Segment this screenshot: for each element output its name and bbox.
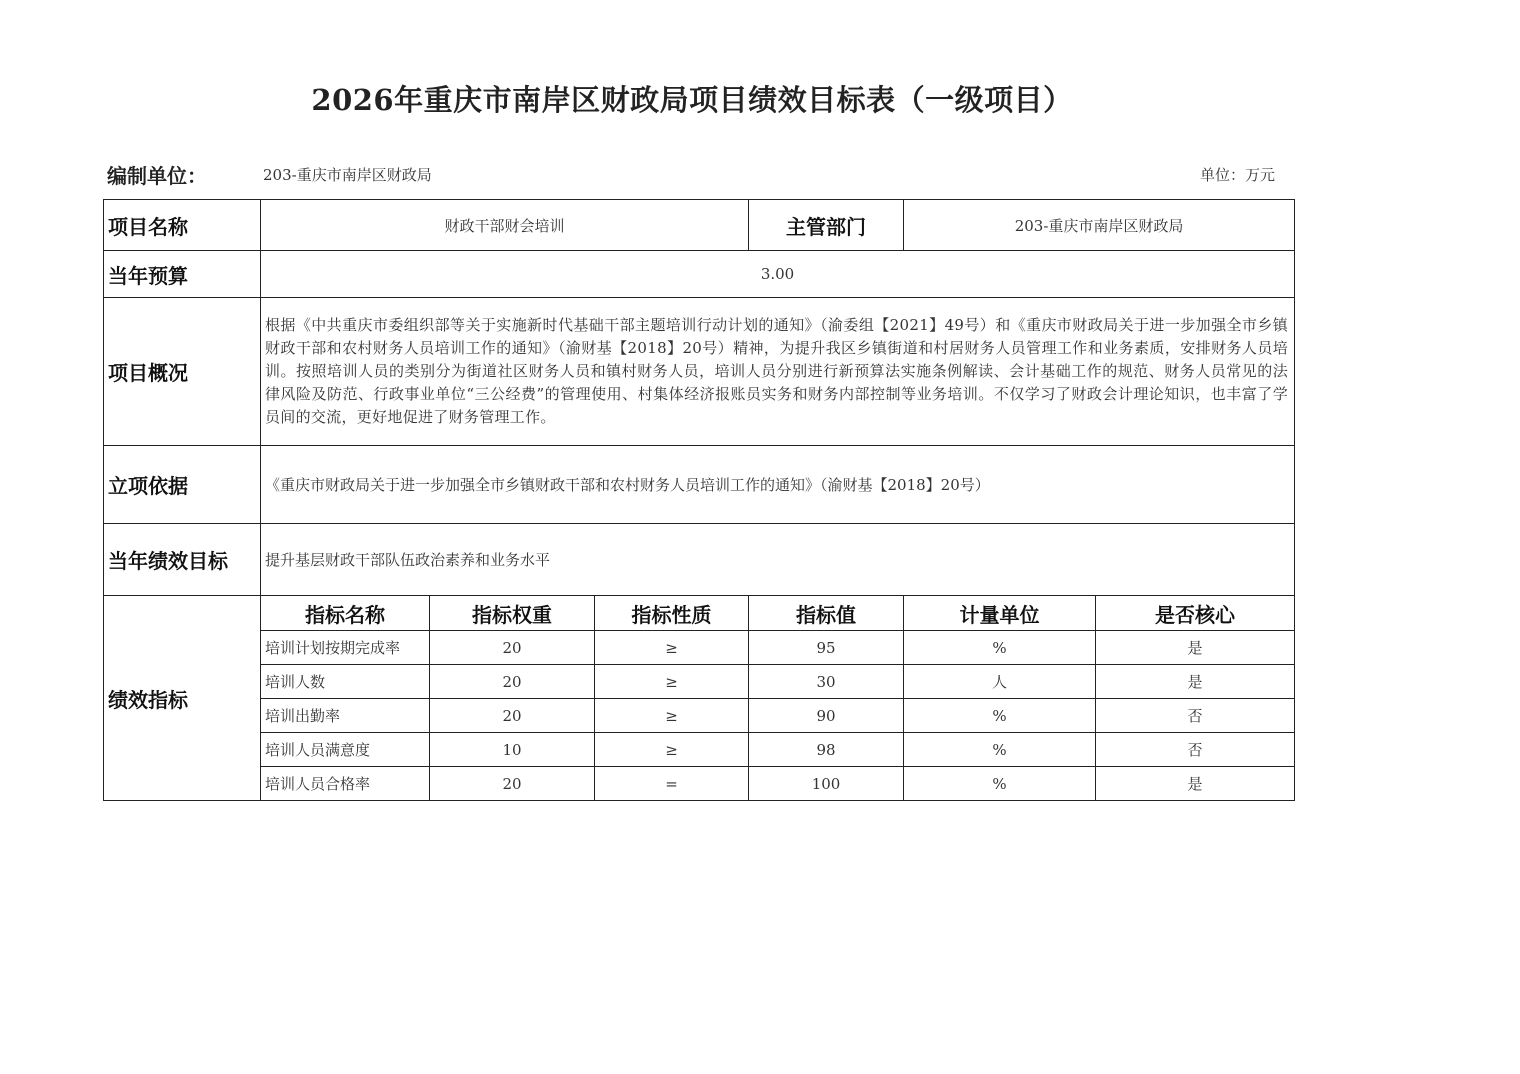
indicator-core: 是 <box>1096 665 1295 699</box>
indicator-unit: % <box>904 733 1096 767</box>
indicator-weight: 20 <box>430 767 595 801</box>
indicator-unit: % <box>904 699 1096 733</box>
indicator-weight: 10 <box>430 733 595 767</box>
indicator-unit: % <box>904 631 1096 665</box>
indicators-label: 绩效指标 <box>104 596 261 801</box>
indicator-unit: 人 <box>904 665 1096 699</box>
indicator-name: 培训人数 <box>261 665 430 699</box>
budget-label: 当年预算 <box>104 251 261 298</box>
indicator-value: 30 <box>749 665 904 699</box>
indicator-core: 是 <box>1096 631 1295 665</box>
indicator-name: 培训人员满意度 <box>261 733 430 767</box>
header-value: 指标值 <box>749 596 904 631</box>
table-row <box>104 699 1295 733</box>
overview-value: 根据《中共重庆市委组织部等关于实施新时代基础干部主题培训行动计划的通知》（渝委组【2021】49号）和《重庆市财政局关于进一步加强全市乡镇财政干部和农村财务人员培训工作的通知》（渝财基【2018】20号）精神，为提升我区乡镇街道和村居财务人员管理工作和业务素质，安排财务人员培训。按照培训人员的类别分为街道社区财务人员和镇村财务人员，培训人员分别进行新预算法实施条例解读、会计基础工作的规范、财务人员常见的法律风险及防范、行政事业单位“三公经费”的管理使用、村集体经济报账员实务和财务内部控制等业务培训。不仅学习了财政会计理论知识，也丰富了学员间的交流，更好地促进了财务管理工作。 <box>261 298 1295 446</box>
header-unit: 计量单位 <box>904 596 1096 631</box>
dept-value: 203-重庆市南岸区财政局 <box>904 200 1295 251</box>
header-nature: 指标性质 <box>595 596 749 631</box>
indicator-core: 否 <box>1096 733 1295 767</box>
project-name-label: 项目名称 <box>104 200 261 251</box>
indicator-nature: ≥ <box>595 699 749 733</box>
indicator-value: 98 <box>749 733 904 767</box>
unit-label: 编制单位： <box>107 164 207 188</box>
indicator-weight: 20 <box>430 631 595 665</box>
indicator-core: 是 <box>1096 767 1295 801</box>
goal-value: 提升基层财政干部队伍政治素养和业务水平 <box>261 524 1295 596</box>
overview-label: 项目概况 <box>104 298 261 446</box>
table-row <box>104 767 1295 801</box>
table-row <box>104 665 1295 699</box>
indicator-value: 90 <box>749 699 904 733</box>
header-core: 是否核心 <box>1096 596 1295 631</box>
basis-value: 《重庆市财政局关于进一步加强全市乡镇财政干部和农村财务人员培训工作的通知》（渝财基【2018】20号） <box>261 446 1295 524</box>
indicator-value: 95 <box>749 631 904 665</box>
indicator-nature: ≥ <box>595 631 749 665</box>
indicator-value: 100 <box>749 767 904 801</box>
header-weight: 指标权重 <box>430 596 595 631</box>
performance-table <box>103 199 1295 801</box>
dept-label: 主管部门 <box>749 200 904 251</box>
table-row <box>104 631 1295 665</box>
indicator-weight: 20 <box>430 699 595 733</box>
table-row <box>104 733 1295 767</box>
currency-label: 单位：万元 <box>1200 166 1276 184</box>
indicator-core: 否 <box>1096 699 1295 733</box>
basis-label: 立项依据 <box>104 446 261 524</box>
indicator-weight: 20 <box>430 665 595 699</box>
project-name-value: 财政干部财会培训 <box>261 200 749 251</box>
budget-value: 3.00 <box>261 251 1295 298</box>
indicator-unit: % <box>904 767 1096 801</box>
indicator-name: 培训计划按期完成率 <box>261 631 430 665</box>
indicator-nature: = <box>595 767 749 801</box>
page-title: 2026年重庆市南岸区财政局项目绩效目标表（一级项目） <box>311 83 1073 117</box>
indicator-nature: ≥ <box>595 665 749 699</box>
indicator-name: 培训出勤率 <box>261 699 430 733</box>
indicator-name: 培训人员合格率 <box>261 767 430 801</box>
goal-label: 当年绩效目标 <box>104 524 261 596</box>
unit-value: 203-重庆市南岸区财政局 <box>263 166 432 184</box>
header-indicator-name: 指标名称 <box>261 596 430 631</box>
indicator-nature: ≥ <box>595 733 749 767</box>
